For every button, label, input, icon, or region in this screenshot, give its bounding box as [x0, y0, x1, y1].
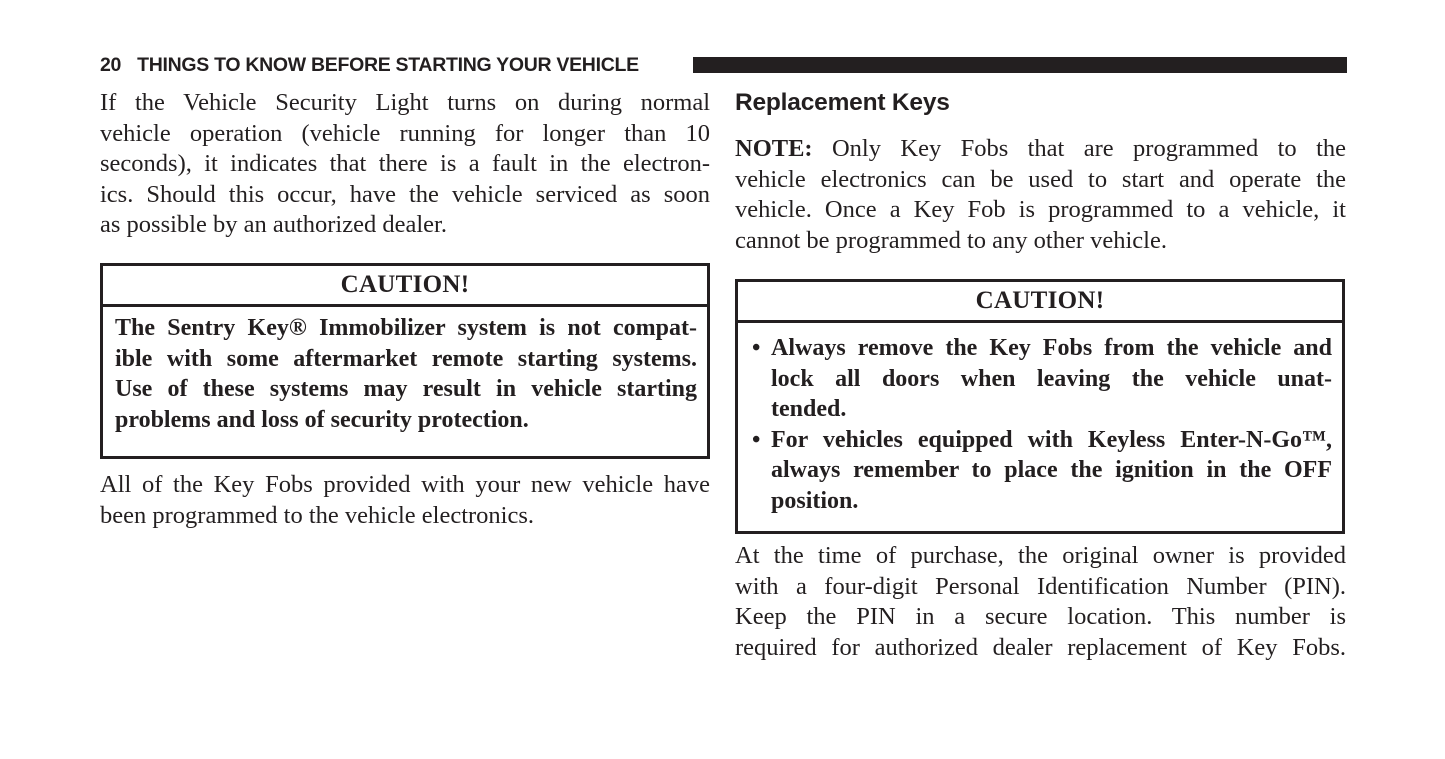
caution-bullet-item — [748, 425, 1332, 517]
text-line: seconds), it indicates that there is a fault in the electron- — [100, 150, 710, 178]
text-line: vehicle operation (vehicle running for longer than 10 — [100, 119, 710, 147]
text-line — [735, 134, 1346, 165]
text-line: required for authorized dealer replacement of Key Fobs. — [735, 633, 1346, 661]
note-label: NOTE: — [735, 135, 813, 162]
section-heading-replacement-keys: Replacement Keys — [735, 89, 950, 116]
caution-line: Always remove the Key Fobs from the vehicle and — [771, 335, 1332, 361]
caution-title: CAUTION! — [738, 282, 1342, 323]
caution-line: For vehicles equipped with Keyless Enter-N-Go™, — [771, 426, 1332, 453]
caution-line: Use of these systems may result in vehicle starting — [115, 376, 697, 403]
text-line: been programmed to the vehicle electronics. — [100, 501, 535, 529]
bullet-icon: • — [752, 426, 761, 453]
caution-line: ible with some aftermarket remote starting systems. — [115, 345, 697, 372]
caution-body — [103, 307, 707, 443]
bullet-icon: • — [752, 335, 761, 361]
header-rule-bar — [693, 57, 1347, 73]
text-line: Keep the PIN in a secure location. This number is — [735, 603, 1346, 631]
caution-bullet-item — [748, 333, 1332, 425]
left-intro-paragraph — [100, 88, 710, 241]
caution-body — [738, 323, 1342, 525]
text-line: cannot be programmed to any other vehicle. — [735, 226, 1167, 254]
section-title: THINGS TO KNOW BEFORE STARTING YOUR VEHICLE — [137, 54, 639, 76]
page-header — [100, 53, 1347, 77]
caution-line: tended. — [771, 396, 847, 423]
caution-box-key-fobs — [735, 279, 1345, 534]
text-line: vehicle. Once a Key Fob is programmed to a vehicle, it — [735, 196, 1346, 224]
caution-line: position. — [771, 487, 859, 514]
text-line: with a four-digit Personal Identification Number (PIN). — [735, 572, 1346, 600]
note-first-line: Only Key Fobs that are programmed to the — [831, 135, 1346, 162]
text-line: All of the Key Fobs provided with your new vehicle have — [100, 471, 710, 498]
left-closing-paragraph — [100, 470, 710, 531]
caution-line: lock all doors when leaving the vehicle unat- — [771, 365, 1332, 392]
caution-line: The Sentry Key® Immobilizer system is not compat- — [115, 315, 697, 341]
header-text — [100, 53, 639, 77]
text-line: as possible by an authorized dealer. — [100, 211, 447, 239]
caution-line: problems and loss of security protection. — [115, 406, 529, 433]
text-line: If the Vehicle Security Light turns on during normal — [100, 89, 710, 116]
text-line: At the time of purchase, the original owner is provided — [735, 542, 1346, 569]
note-paragraph — [735, 134, 1346, 256]
caution-line: always remember to place the ignition in the OFF — [771, 457, 1332, 484]
text-line: vehicle electronics can be used to start and operate the — [735, 165, 1346, 193]
caution-box-immobilizer — [100, 263, 710, 459]
text-line: ics. Should this occur, have the vehicle serviced as soon — [100, 180, 710, 208]
caution-title: CAUTION! — [103, 266, 707, 307]
pin-paragraph — [735, 541, 1346, 663]
page-number: 20 — [100, 54, 122, 76]
